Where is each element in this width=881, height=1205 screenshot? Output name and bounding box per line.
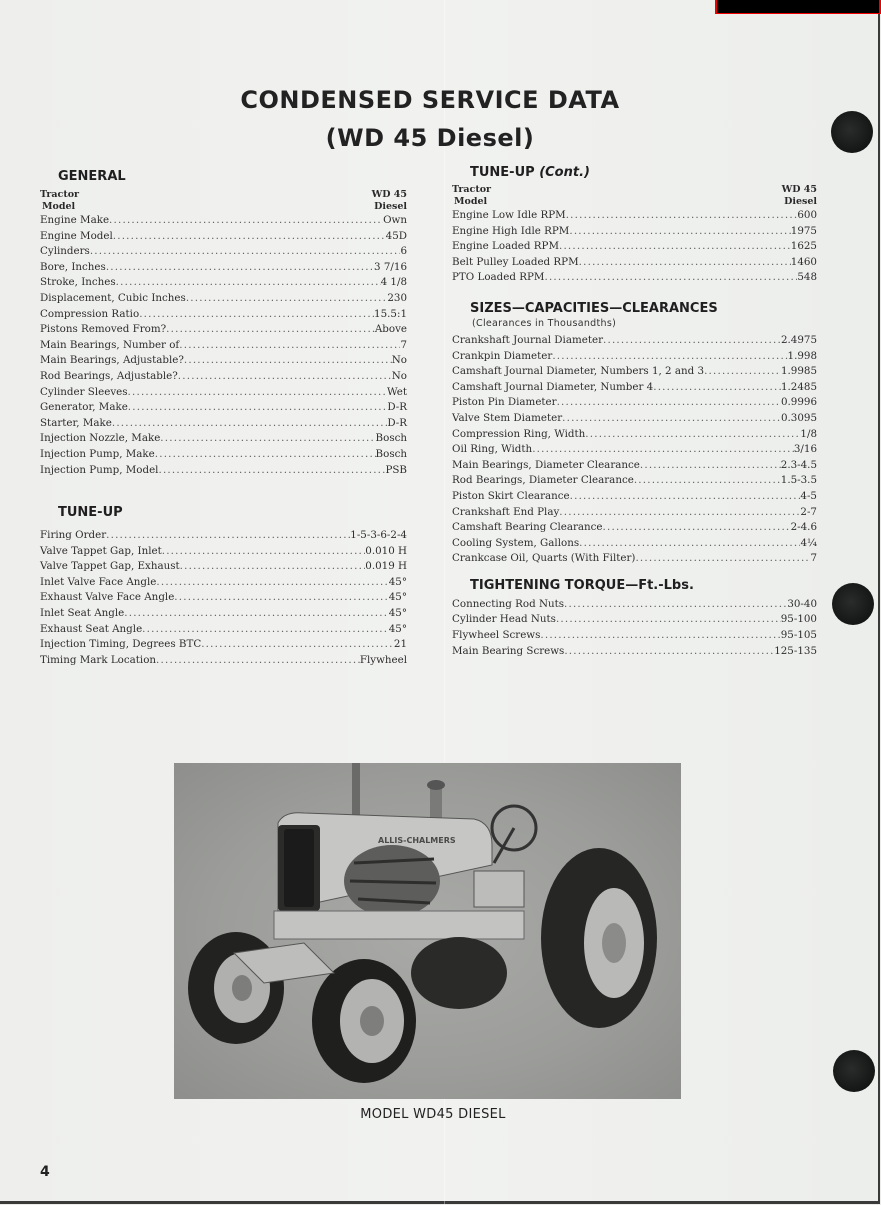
- spec-row: [40, 463, 407, 479]
- header-diesel: Diesel: [784, 196, 817, 207]
- spec-label: Injection Timing, Degrees BTC: [40, 638, 202, 651]
- spec-value: 15.5:1: [374, 307, 407, 320]
- section-heading-general: GENERAL: [58, 169, 126, 184]
- spec-value: 1460: [790, 255, 817, 268]
- spec-label: Piston Skirt Clearance: [452, 489, 570, 502]
- spec-value: Own: [383, 214, 407, 226]
- spec-label: PTO Loaded RPM: [452, 271, 545, 284]
- header-model: Model: [454, 196, 488, 207]
- leader-dots: [564, 597, 787, 613]
- spec-value: 0.019 H: [365, 560, 407, 573]
- leader-dots: [180, 559, 366, 575]
- leader-dots: [603, 333, 781, 349]
- header-diesel: Diesel: [374, 201, 407, 212]
- spec-value: 4 1/8: [380, 276, 407, 289]
- leader-dots: [113, 229, 386, 245]
- spec-row: [452, 505, 817, 521]
- spec-row: [40, 431, 407, 447]
- spec-row: [40, 606, 407, 622]
- spec-label: Piston Pin Diameter: [452, 396, 557, 409]
- spec-row: [452, 224, 817, 240]
- spec-row: [40, 338, 407, 354]
- spec-value: Above: [374, 323, 407, 336]
- leader-dots: [559, 239, 791, 255]
- spec-value: 4-5: [800, 489, 817, 502]
- spec-value: D-R: [387, 401, 407, 414]
- spec-label: Exhaust Valve Face Angle: [40, 591, 175, 604]
- spec-value: 0.9996: [780, 396, 817, 409]
- spec-value: 1/8: [800, 427, 817, 440]
- spec-row: [40, 416, 407, 432]
- spec-value: 2.4975: [780, 333, 817, 346]
- spec-value: 0.010 H: [365, 544, 407, 557]
- spec-row: [40, 213, 407, 229]
- spec-label: Compression Ring, Width: [452, 427, 586, 440]
- spec-label: Main Bearings, Adjustable?: [40, 354, 184, 367]
- leader-dots: [570, 489, 801, 505]
- spec-row: [40, 307, 407, 323]
- spec-value: Flywheel: [359, 653, 407, 666]
- spec-value: 1-5-3-6-2-4: [350, 529, 407, 542]
- spec-value: 1.5-3.5: [780, 474, 817, 487]
- spec-value: PSB: [385, 463, 407, 476]
- spec-label: Inlet Valve Face Angle: [40, 575, 157, 588]
- leader-dots: [178, 369, 392, 385]
- spec-label: Connecting Rod Nuts: [452, 597, 565, 610]
- leader-dots: [564, 644, 774, 660]
- spec-row: [40, 528, 407, 544]
- leader-dots: [552, 349, 787, 365]
- tuneup-cont-list: [452, 208, 817, 286]
- heading-suffix: (Cont.): [539, 165, 590, 180]
- spec-row: [40, 559, 407, 575]
- spec-value: 548: [797, 271, 817, 284]
- spec-value: 7: [810, 552, 817, 565]
- spec-row: [452, 612, 817, 628]
- spec-label: Camshaft Journal Diameter, Number 4: [452, 380, 654, 393]
- right-column: [452, 164, 817, 659]
- spec-value: 1.9985: [780, 365, 817, 378]
- tractor-illustration: [174, 763, 681, 1099]
- spec-row: [452, 520, 817, 536]
- spec-row: [452, 551, 817, 567]
- spec-value: Wet: [387, 385, 407, 398]
- spec-row: [40, 291, 407, 307]
- spec-value: 4¼: [800, 536, 817, 549]
- leader-dots: [166, 322, 375, 338]
- leader-dots: [109, 213, 383, 229]
- page-title: CONDENSED SERVICE DATA: [240, 86, 620, 114]
- leader-dots: [566, 208, 798, 224]
- leader-dots: [158, 463, 385, 479]
- leader-dots: [160, 431, 375, 447]
- left-column: [40, 168, 407, 668]
- leader-dots: [585, 427, 800, 443]
- spec-row: [452, 536, 817, 552]
- spec-label: Stroke, Inches: [40, 276, 116, 289]
- header-wd45: WD 45: [371, 189, 407, 200]
- section-heading-torque: TIGHTENING TORQUE—Ft.-Lbs.: [470, 577, 694, 593]
- heading-text: TUNE-UP: [470, 165, 535, 180]
- spec-row: [40, 622, 407, 638]
- spec-label: Rod Bearings, Adjustable?: [40, 369, 178, 382]
- spec-row: [452, 208, 817, 224]
- leader-dots: [155, 447, 376, 463]
- spec-label: Generator, Make: [40, 401, 128, 414]
- spec-label: Exhaust Seat Angle: [40, 622, 143, 635]
- clearances-note: (Clearances in Thousandths): [472, 317, 617, 329]
- torque-list: [452, 597, 817, 659]
- spec-row: [40, 653, 407, 669]
- spec-value: 45°: [388, 591, 407, 604]
- spec-row: [452, 349, 817, 365]
- photo-caption: MODEL WD45 DIESEL: [360, 1107, 506, 1122]
- spec-label: Crankshaft Journal Diameter: [452, 333, 604, 346]
- spec-label: Cooling System, Gallons: [452, 536, 580, 549]
- spec-value: 1.998: [787, 349, 817, 362]
- leader-dots: [156, 653, 360, 669]
- spec-row: [452, 628, 817, 644]
- general-list: [40, 213, 407, 478]
- spec-label: Valve Tappet Gap, Exhaust: [40, 560, 180, 573]
- header-tractor: Tractor: [40, 189, 80, 200]
- spec-value: 30-40: [787, 597, 817, 610]
- spec-value: 2-4.6: [790, 521, 817, 534]
- spec-row: [452, 427, 817, 443]
- spec-row: [452, 333, 817, 349]
- spec-label: Engine Model: [40, 229, 113, 242]
- spec-value: 45D: [385, 229, 407, 242]
- leader-dots: [556, 612, 781, 628]
- spec-row: [452, 597, 817, 613]
- leader-dots: [634, 473, 781, 489]
- spec-row: [40, 544, 407, 560]
- spec-row: [40, 575, 407, 591]
- spec-value: 95-105: [780, 629, 817, 642]
- spec-label: Crankshaft End Play: [452, 505, 560, 518]
- spec-label: Starter, Make: [40, 416, 112, 429]
- leader-dots: [142, 622, 389, 638]
- spec-label: Bore, Inches: [40, 260, 106, 273]
- leader-dots: [112, 416, 387, 432]
- leader-dots: [139, 307, 374, 323]
- spec-label: Camshaft Bearing Clearance: [452, 521, 603, 534]
- corner-marker: [715, 0, 881, 14]
- spec-label: Valve Stem Diameter: [452, 411, 563, 424]
- table-header: [452, 184, 817, 208]
- spec-label: Flywheel Screws: [452, 629, 541, 642]
- spec-value: D-R: [387, 416, 407, 429]
- leader-dots: [162, 544, 366, 560]
- spec-label: Valve Tappet Gap, Inlet: [40, 544, 162, 557]
- spec-value: 45°: [388, 607, 407, 620]
- spec-row: [40, 229, 407, 245]
- leader-dots: [174, 590, 388, 606]
- spec-row: [452, 364, 817, 380]
- header-model: Model: [42, 201, 76, 212]
- leader-dots: [557, 395, 781, 411]
- leader-dots: [186, 291, 388, 307]
- leader-dots: [156, 575, 388, 591]
- leader-dots: [90, 244, 401, 260]
- spec-label: Injection Nozzle, Make: [40, 432, 161, 445]
- spec-row: [40, 260, 407, 276]
- spec-row: [40, 322, 407, 338]
- leader-dots: [184, 353, 392, 369]
- leader-dots: [640, 458, 781, 474]
- spec-row: [40, 400, 407, 416]
- spec-label: Oil Ring, Width: [452, 443, 533, 456]
- leader-dots: [124, 606, 388, 622]
- spec-value: 45°: [388, 622, 407, 635]
- tuneup-list: [40, 528, 407, 668]
- spec-row: [452, 442, 817, 458]
- spec-value: Bosch: [375, 432, 407, 445]
- spec-label: Engine Low Idle RPM: [452, 209, 566, 221]
- spec-label: Firing Order: [40, 529, 107, 542]
- svg-text:ALLIS-CHALMERS: ALLIS-CHALMERS: [378, 836, 456, 845]
- sizes-list: [452, 333, 817, 567]
- spec-value: 600: [797, 209, 817, 221]
- spec-row: [452, 644, 817, 660]
- leader-dots: [179, 338, 400, 354]
- leader-dots: [540, 628, 780, 644]
- spec-value: 95-100: [780, 613, 817, 626]
- spec-label: Cylinders: [40, 245, 90, 258]
- leader-dots: [579, 536, 800, 552]
- spec-row: [452, 489, 817, 505]
- spec-value: 7: [400, 338, 407, 351]
- leader-dots: [569, 224, 790, 240]
- spec-value: 0.3095: [780, 411, 817, 424]
- spec-label: Cylinder Sleeves: [40, 385, 128, 398]
- spec-label: Main Bearing Screws: [452, 644, 565, 657]
- spec-label: Injection Pump, Model: [40, 463, 159, 476]
- spec-value: 21: [393, 638, 407, 651]
- section-heading-tuneup-cont: [470, 164, 817, 182]
- spec-value: 2.3-4.5: [780, 458, 817, 471]
- spec-row: [452, 473, 817, 489]
- spec-label: Engine Make: [40, 214, 110, 226]
- spec-row: [452, 395, 817, 411]
- table-header: [40, 189, 407, 213]
- spec-row: [40, 637, 407, 653]
- leader-dots: [544, 270, 797, 286]
- spec-label: Inlet Seat Angle: [40, 607, 125, 620]
- leader-dots: [635, 551, 810, 567]
- spec-label: Engine Loaded RPM: [452, 240, 559, 253]
- leader-dots: [579, 255, 791, 271]
- spec-value: 6: [400, 245, 407, 258]
- leader-dots: [653, 380, 781, 396]
- spec-label: Belt Pulley Loaded RPM: [452, 255, 579, 268]
- spec-row: [40, 353, 407, 369]
- spec-label: Engine High Idle RPM: [452, 224, 570, 237]
- spec-row: [452, 380, 817, 396]
- spec-label: Timing Mark Location: [40, 653, 157, 666]
- leader-dots: [704, 364, 781, 380]
- spec-label: Crankpin Diameter: [452, 349, 553, 362]
- spec-label: Pistons Removed From?: [40, 323, 167, 336]
- section-heading-tuneup: TUNE-UP: [58, 505, 123, 521]
- spec-row: [40, 447, 407, 463]
- section-heading-sizes: SIZES—CAPACITIES—CLEARANCES: [470, 300, 718, 316]
- page-number: 4: [40, 1164, 50, 1180]
- spec-label: Cylinder Head Nuts: [452, 613, 556, 626]
- leader-dots: [116, 275, 381, 291]
- spec-label: Rod Bearings, Diameter Clearance: [452, 474, 634, 487]
- spec-value: 1.2485: [780, 380, 817, 393]
- spec-label: Compression Ratio: [40, 307, 140, 320]
- spec-value: 2-7: [800, 505, 817, 518]
- spec-value: 1975: [790, 224, 817, 237]
- spec-row: [452, 270, 817, 286]
- binder-hole-middle: [832, 583, 874, 625]
- spec-value: No: [391, 369, 407, 382]
- tractor-photo: [174, 763, 681, 1099]
- header-tractor: Tractor: [452, 184, 492, 195]
- leader-dots: [106, 528, 350, 544]
- spec-label: Camshaft Journal Diameter, Numbers 1, 2 and 3: [452, 365, 705, 378]
- spec-row: [40, 275, 407, 291]
- binder-hole-bottom: [833, 1050, 875, 1092]
- leader-dots: [562, 411, 781, 427]
- spec-row: [452, 411, 817, 427]
- leader-dots: [128, 400, 388, 416]
- spec-label: Crankcase Oil, Quarts (With Filter): [452, 552, 636, 565]
- leader-dots: [201, 637, 394, 653]
- spec-label: Main Bearings, Number of: [40, 338, 180, 351]
- spec-label: Main Bearings, Diameter Clearance: [452, 458, 640, 471]
- spec-row: [452, 239, 817, 255]
- spec-value: No: [391, 354, 407, 367]
- page-subtitle: (WD 45 Diesel): [325, 124, 535, 152]
- spec-value: 45°: [388, 575, 407, 588]
- spec-value: 3 7/16: [374, 260, 407, 273]
- spec-value: Bosch: [375, 447, 407, 460]
- leader-dots: [559, 505, 800, 521]
- leader-dots: [603, 520, 791, 536]
- spec-value: 125-135: [774, 644, 817, 657]
- spec-value: 3/16: [793, 443, 817, 456]
- spec-row: [40, 244, 407, 260]
- spec-row: [452, 458, 817, 474]
- header-wd45: WD 45: [781, 184, 817, 195]
- spec-value: 230: [387, 291, 407, 304]
- spec-row: [452, 255, 817, 271]
- spec-row: [40, 369, 407, 385]
- spec-value: 1625: [790, 240, 817, 253]
- spec-label: Displacement, Cubic Inches: [40, 291, 186, 304]
- spec-row: [40, 590, 407, 606]
- leader-dots: [532, 442, 794, 458]
- spec-label: Injection Pump, Make: [40, 447, 155, 460]
- spec-row: [40, 385, 407, 401]
- leader-dots: [128, 385, 387, 401]
- leader-dots: [106, 260, 374, 276]
